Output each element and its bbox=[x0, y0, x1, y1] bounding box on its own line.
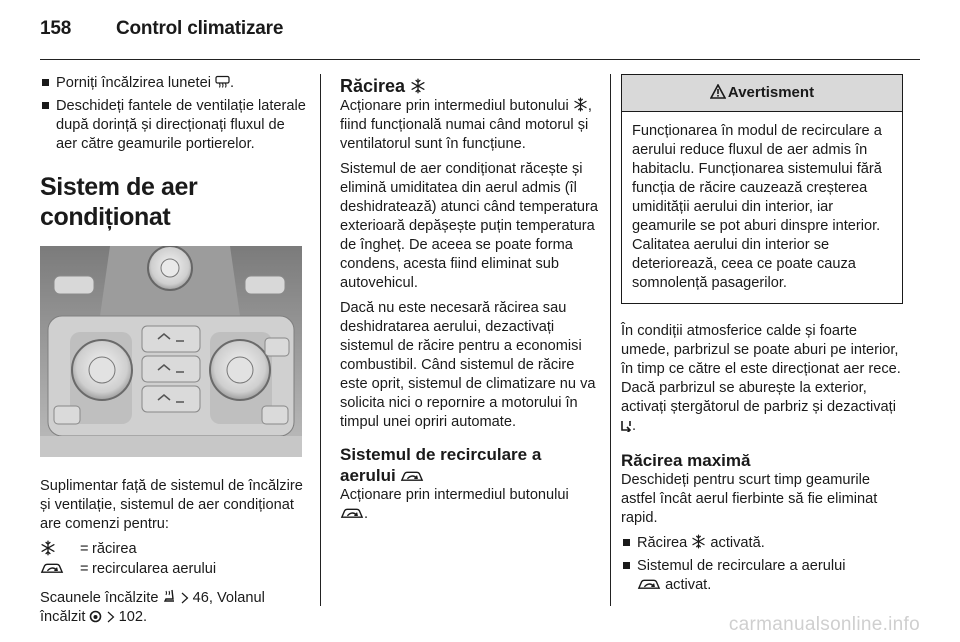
seats-ref-text: 46, Volanul încălzit bbox=[40, 590, 265, 625]
column-divider bbox=[320, 74, 321, 606]
legend-label: răcirea bbox=[92, 541, 137, 557]
rear-window-heater-icon bbox=[215, 75, 230, 89]
header-rule bbox=[40, 59, 920, 60]
warning-text: Funcționarea în modul de recirculare a aerului reduce fluxul de aer admis în habitaclu. Funcționarea sistemului fără funcția de răcire cauzează creșterea umidității aerului din interior, iar geamurile se pot aburi dinspre interior. Calitatea aerului din interior se deteriorează, ceea ce poate cauza somnolență pasagerilor. bbox=[632, 123, 882, 291]
recirculation-icon bbox=[637, 578, 661, 591]
bullet-text: Deschideți fantele de ventilație laterale după dorință și direcționați fluxul de aer către geamurile portierelor. bbox=[56, 98, 306, 152]
cooling-heading bbox=[340, 76, 606, 97]
heated-steering-wheel-icon bbox=[89, 610, 102, 623]
snowflake-icon bbox=[691, 534, 706, 549]
recirculation-heading-text: Sistemul de recirculare a bbox=[340, 445, 542, 464]
recirculation-heading bbox=[340, 444, 606, 486]
climate-control-panel-photo bbox=[40, 246, 302, 457]
warning-title: Avertisment bbox=[727, 84, 815, 101]
warning-box bbox=[621, 74, 903, 304]
snowflake-icon bbox=[40, 540, 56, 556]
bullet-text: activat. bbox=[665, 577, 712, 593]
list-item bbox=[621, 557, 903, 595]
recirculation-icon bbox=[340, 507, 364, 520]
page-title: Control climatizare bbox=[116, 18, 284, 39]
cooling-heading-text: Răcirea bbox=[340, 76, 406, 96]
fog-paragraph bbox=[621, 322, 903, 436]
warning-header bbox=[622, 75, 902, 112]
warning-triangle-icon bbox=[710, 84, 726, 99]
text: , fiind funcțională numai când motorul și ventilatorul sunt în funcțiune. bbox=[340, 98, 592, 152]
column-divider bbox=[610, 74, 611, 606]
seats-text: Scaunele încălzite bbox=[40, 590, 159, 606]
column-1 bbox=[40, 74, 306, 633]
list-item bbox=[621, 534, 903, 553]
watermark: carmanualsonline.info bbox=[728, 614, 920, 635]
legend-row bbox=[40, 540, 306, 560]
cooling-paragraph-2: Sistemul de aer condiționat răcește și elimină umiditatea din aerul admis (îl deshidratează) atunci când temperatura exterioară depășește puțin temperatura de îngheț. De aceea se poate forma condens, acesta fiind eliminat sub autovehicul. bbox=[340, 161, 598, 291]
recirculation-indicator-icon bbox=[621, 420, 632, 432]
page-header bbox=[40, 18, 283, 40]
bullet-text: Răcirea bbox=[637, 535, 688, 551]
recirculation-paragraph bbox=[340, 486, 606, 524]
bullet-text: Porniți încălzirea lunetei bbox=[56, 75, 211, 91]
snowflake-icon bbox=[573, 97, 588, 112]
bullet-text: Sistemul de recirculare a aerului bbox=[637, 558, 846, 574]
snowflake-icon bbox=[410, 78, 426, 94]
symbol-legend bbox=[40, 540, 306, 579]
recirculation-icon bbox=[40, 562, 64, 575]
legend-equals: = bbox=[80, 561, 89, 577]
list-item bbox=[40, 97, 306, 154]
legend-label: recircularea aerului bbox=[92, 561, 217, 577]
bullet-text: activată. bbox=[710, 535, 765, 551]
text: . bbox=[364, 506, 369, 522]
max-cooling-paragraph: Deschideți pentru scurt timp geamurile astfel încât aerul fierbinte să fie eliminat rapid. bbox=[621, 472, 878, 526]
recirculation-heading-text: aerului bbox=[340, 466, 396, 485]
recirculation-icon bbox=[400, 470, 424, 483]
page-ref-arrow-icon[interactable] bbox=[107, 611, 115, 623]
page-ref-arrow-icon[interactable] bbox=[181, 592, 189, 604]
wheel-ref-text: 102. bbox=[118, 609, 148, 625]
list-item: Porniți încălzirea lunetei . bbox=[40, 74, 306, 93]
text: . bbox=[632, 418, 637, 434]
heated-seat-icon bbox=[163, 589, 177, 604]
legend-equals: = bbox=[80, 541, 89, 557]
text: Acționare prin intermediul butonului bbox=[340, 487, 569, 503]
max-cooling-heading: Răcirea maximă bbox=[621, 451, 751, 470]
column-2 bbox=[340, 74, 606, 530]
page-number: 158 bbox=[40, 18, 72, 39]
text: Acționare prin intermediul butonului bbox=[340, 98, 569, 114]
text: În condiții atmosferice calde și foarte umede, parbrizul se poate aburi pe interior, în timp ce către el este direcționat aer rece. Dacă parbrizul se aburește la exterior, activați ștergătorul de parbriz și dezactivați bbox=[621, 323, 901, 415]
section-heading: Sistem de aer condiționat bbox=[40, 173, 198, 231]
intro-paragraph: Suplimentar față de sistemul de încălzire și ventilație, sistemul de aer condiționat are comenzi pentru: bbox=[40, 478, 303, 532]
legend-row bbox=[40, 560, 306, 579]
cooling-paragraph-3: Dacă nu este necesară răcirea sau deshidratarea aerului, dezactivați sistemul de răcire pentru a economisi combustibil. Când sistemul de răcire este oprit, sistemul de climatizare nu va solicita nici o repornire a motorului în timpul unei opriri automate. bbox=[340, 300, 596, 430]
column-3 bbox=[621, 74, 903, 599]
reference-paragraph bbox=[40, 589, 306, 627]
cooling-paragraph-1 bbox=[340, 97, 606, 154]
